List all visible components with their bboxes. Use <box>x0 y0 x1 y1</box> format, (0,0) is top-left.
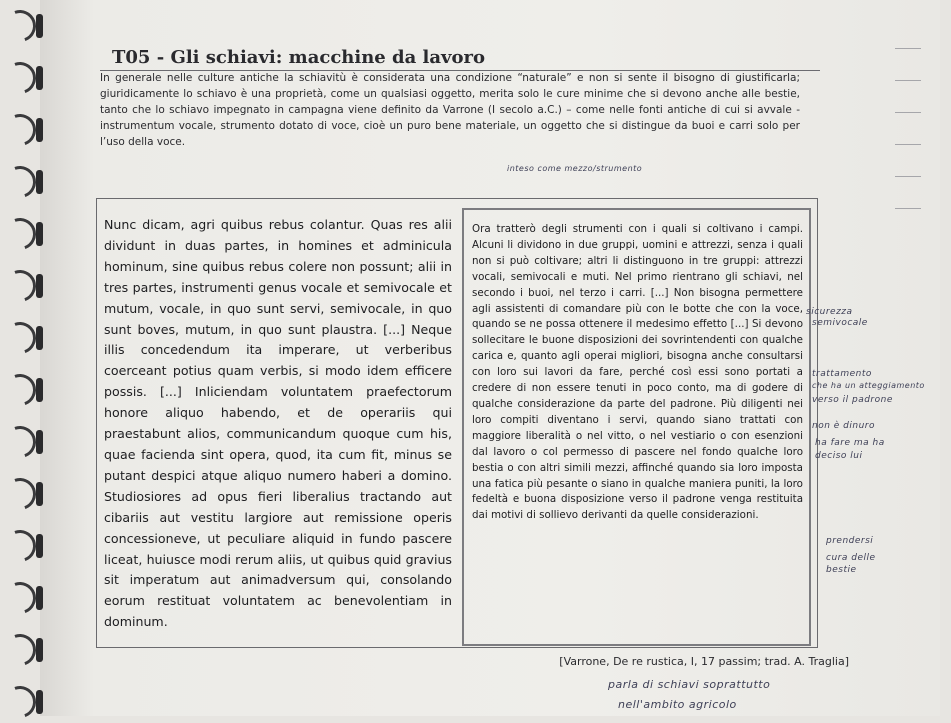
handwritten-note: semivocale <box>812 318 868 328</box>
handwritten-note: verso il padrone <box>812 395 893 405</box>
handwritten-note: che ha un atteggiamento <box>812 381 925 390</box>
handwritten-note: deciso lui <box>815 451 863 461</box>
handwritten-note-bottom: parla di schiavi soprattutto <box>608 678 771 691</box>
intro-paragraph: In generale nelle culture antiche la schiavitù è considerata una condizione “naturale” e non si sente il bisogno di giustificarla; giuridicamente lo schiavo è una proprietà, come un qualsiasi oggetto, merita solo le cure minime che si devono anche alle bestie, tanto che lo schiavo impegnato in campagna viene definito da Varrone (I secolo a.C.) – come nelle fonti antiche di cui si avvale - instrumentum vocale, strumento dotato di voce, cioè un puro bene materiale, un oggetto che si distingue da buoi e carri solo per l’uso della voce. <box>100 72 800 148</box>
citation: [Varrone, De re rustica, I, 17 passim; trad. A. Traglia] <box>559 655 849 668</box>
handwritten-note: ha fare ma ha <box>815 438 885 448</box>
handwritten-note-bottom: nell'ambito agricolo <box>618 698 737 711</box>
translation-text: Ora tratterò degli strumenti con i quali si coltivano i campi. Alcuni li dividono in due gruppi, uomini e attrezzi, senza i quali non si può coltivare; altri li distinguono in tre gruppi: attrezzi vocali, semivocali e muti. Nel primo rientrano gli schiavi, nel secondo i buoi, nel terzo i carri. [...] Non bisogna permettere agli assistenti di comandare più con le botte che con la voce, quando se ne possa ottenere il medesimo effetto [...] Si devono sollecitare le buone disposizioni dei sovrintendenti con qualche carica e, quanto agli operai migliori, bisogna anche consultarsi con loro sui lavori da fare, perché così essi sono portati a credere di non essere tenuti in poco conto, ma di godere di qualche considerazione da parte del padrone. Più diligenti nei loro compiti diventano i servi, quando siano trattati con maggiore liberalità o nel vitto, o nel vestiario o con esenzioni dal lavoro o col permesso di pascere nel fondo qualche loro bestia o con altri simili mezzi, affinché quando sia loro imposta una fatica più pesante o siano in qualche maniera puniti, la loro fedeltà e buona disposizione verso il padrone venga restituita dai motivi di sollievo derivanti da quelle considerazioni. <box>472 223 803 522</box>
page-title: T05 - Gli schiavi: macchine da lavoro <box>112 47 485 68</box>
handwritten-note: non è dinuro <box>812 421 876 431</box>
handwritten-note: cura delle <box>826 553 876 563</box>
handwritten-note: trattamento <box>812 369 872 379</box>
translation-box <box>462 208 811 646</box>
handwritten-note: sicurezza <box>806 307 853 317</box>
handwritten-note: bestie <box>826 565 857 575</box>
handwritten-note: prendersi <box>826 536 874 546</box>
spiral-binding <box>0 0 46 716</box>
latin-text: Nunc dicam, agri quibus rebus colantur. Quas res alii dividunt in duas partes, in homines et adminicula hominum, sine quibus rebus colere non possunt; alii in tres partes, instrumenti genus vocale et semivocale et mutum, vocale, in quo sunt servi, semivocale, in quo sunt boves, mutum, in quo sunt plaustra. [...] Neque illis concedendum ita imperare, ut verberibus coerceant potius quam verbis, si modo idem efficere possis. [...] Inliciendam voluntatem praefectorum honore aliquo habendo, et de operariis qui praestabunt alios, communicandum quoque cum his, quae facienda sint opera, quod, ita cum fit, minus se putant despici atque aliquo numero haberi a domino. Studiosiores ad opus fieri liberalius tractando aut cibariis aut vestitu largiore aut remissione operis concessioneve, ut peculiare aliquid in fundo pascere liceat, huiusce modi rerum aliis, ut quibus quid gravius sit imperatum aut animadversum qui, consolando eorum restituat voluntatem ac benevolentiam in dominum. <box>104 217 452 630</box>
handwritten-note-intro: inteso come mezzo/strumento <box>507 164 643 173</box>
